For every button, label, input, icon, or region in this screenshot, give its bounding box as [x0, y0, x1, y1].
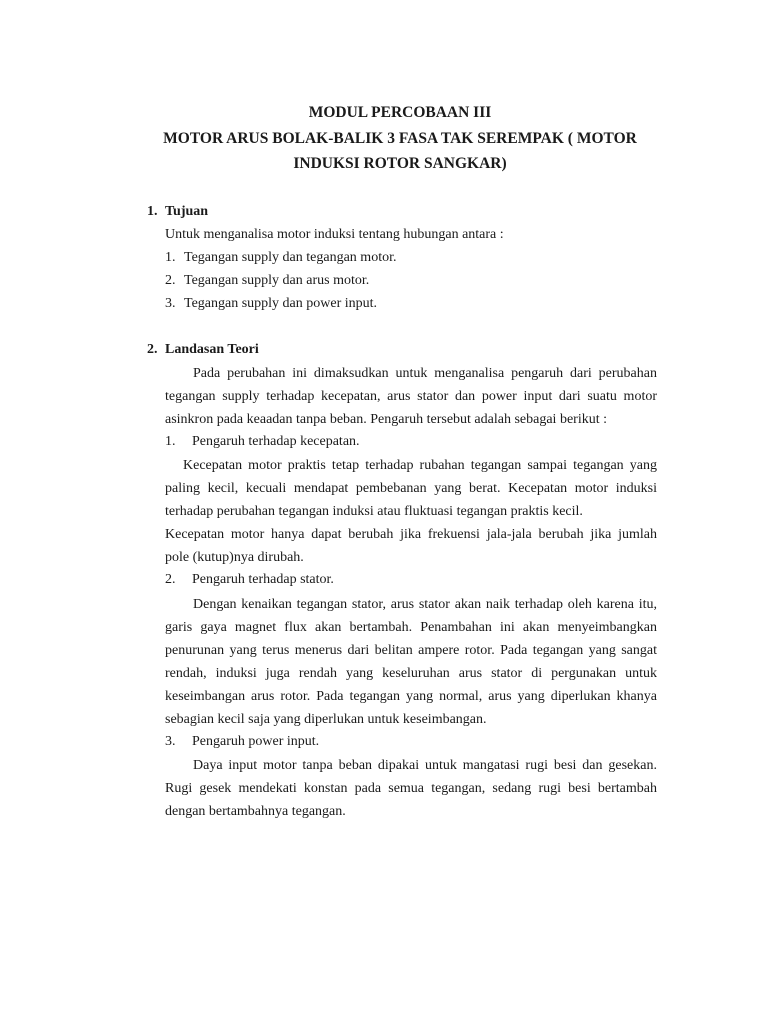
paragraph-line: Pada perubahan ini dimaksudkan untuk menganalisa pengaruh dari perubahan	[193, 366, 657, 381]
paragraph-line: Dengan kenaikan tegangan stator, arus stator akan naik terhadap oleh karena itu,	[193, 597, 657, 612]
section-title: Landasan Teori	[165, 342, 259, 357]
paragraph-line: penurunan yang terus menerus dari belitan ampere rotor. Pada tegangan yang sangat	[165, 643, 657, 658]
paragraph-line: tegangan supply terhadap kecepatan, arus stator dan power input dari suatu motor	[165, 389, 657, 404]
paragraph-line: dengan bertambahnya tegangan.	[165, 804, 346, 819]
list-item-text: Tegangan supply dan tegangan motor.	[184, 250, 397, 265]
list-item	[165, 294, 377, 314]
paragraph-line: paling kecil, kecuali mendapat pembebanan yang berat. Kecepatan motor induksi	[165, 481, 657, 496]
paragraph-line: terhadap perubahan tegangan induksi atau fluktuasi tegangan praktis kecil.	[165, 504, 583, 519]
list-item	[165, 248, 396, 268]
list-item	[165, 271, 369, 291]
paragraph-line: sebagian kecil saja yang diperlukan untuk keseimbangan.	[165, 712, 487, 727]
subpoint-heading	[165, 570, 334, 590]
module-title: MODUL PERCOBAAN III	[308, 104, 492, 121]
paragraph-line: garis gaya magnet flux akan bertambah. Penambahan ini akan menyeimbangkan	[165, 620, 657, 635]
list-item-number: 3.	[165, 296, 176, 311]
module-subtitle-line-2: INDUKSI ROTOR SANGKAR)	[293, 155, 507, 172]
subpoint-heading	[165, 432, 360, 452]
paragraph-line: Kecepatan motor hanya dapat berubah jika frekuensi jala-jala berubah jika jumlah	[165, 527, 657, 542]
section-number: 2.	[147, 342, 158, 357]
paragraph-line: rendah, induksi juga rendah yang keseluruhan arus stator di pergunakan untuk	[165, 666, 657, 681]
subpoint-number: 3.	[165, 734, 176, 749]
list-item-text: Tegangan supply dan power input.	[184, 296, 378, 311]
section-heading-tujuan	[147, 202, 208, 222]
paragraph-line: pole (kutup)nya dirubah.	[165, 550, 304, 565]
list-item-number: 1.	[165, 250, 176, 265]
paragraph-line: Daya input motor tanpa beban dipakai untuk mangatasi rugi besi dan gesekan.	[193, 758, 657, 773]
paragraph-line: keseimbangan arus rotor. Pada tegangan yang normal, arus yang diperlukan khanya	[165, 689, 657, 704]
list-item-text: Tegangan supply dan arus motor.	[184, 273, 370, 288]
section-title: Tujuan	[165, 204, 209, 219]
subpoint-number: 1.	[165, 434, 176, 449]
paragraph-line: asinkron pada keaadan tanpa beban. Pengaruh tersebut adalah sebagai berikut :	[165, 412, 607, 427]
subpoint-label: Pengaruh terhadap kecepatan.	[192, 434, 360, 449]
subpoint-label: Pengaruh power input.	[192, 734, 320, 749]
subpoint-number: 2.	[165, 572, 176, 587]
paragraph-line: Kecepatan motor praktis tetap terhadap rubahan tegangan sampai tegangan yang	[183, 458, 657, 473]
subpoint-heading	[165, 732, 319, 752]
section-heading-landasan-teori	[147, 340, 259, 360]
section-number: 1.	[147, 204, 158, 219]
tujuan-intro: Untuk menganalisa motor induksi tentang hubungan antara :	[165, 227, 504, 242]
list-item-number: 2.	[165, 273, 176, 288]
module-subtitle-line-1: MOTOR ARUS BOLAK-BALIK 3 FASA TAK SEREMPAK ( MOTOR	[163, 130, 637, 147]
paragraph-line: Rugi gesek mendekati konstan pada semua tegangan, sedang rugi besi bertambah	[165, 781, 657, 796]
subpoint-label: Pengaruh terhadap stator.	[192, 572, 334, 587]
